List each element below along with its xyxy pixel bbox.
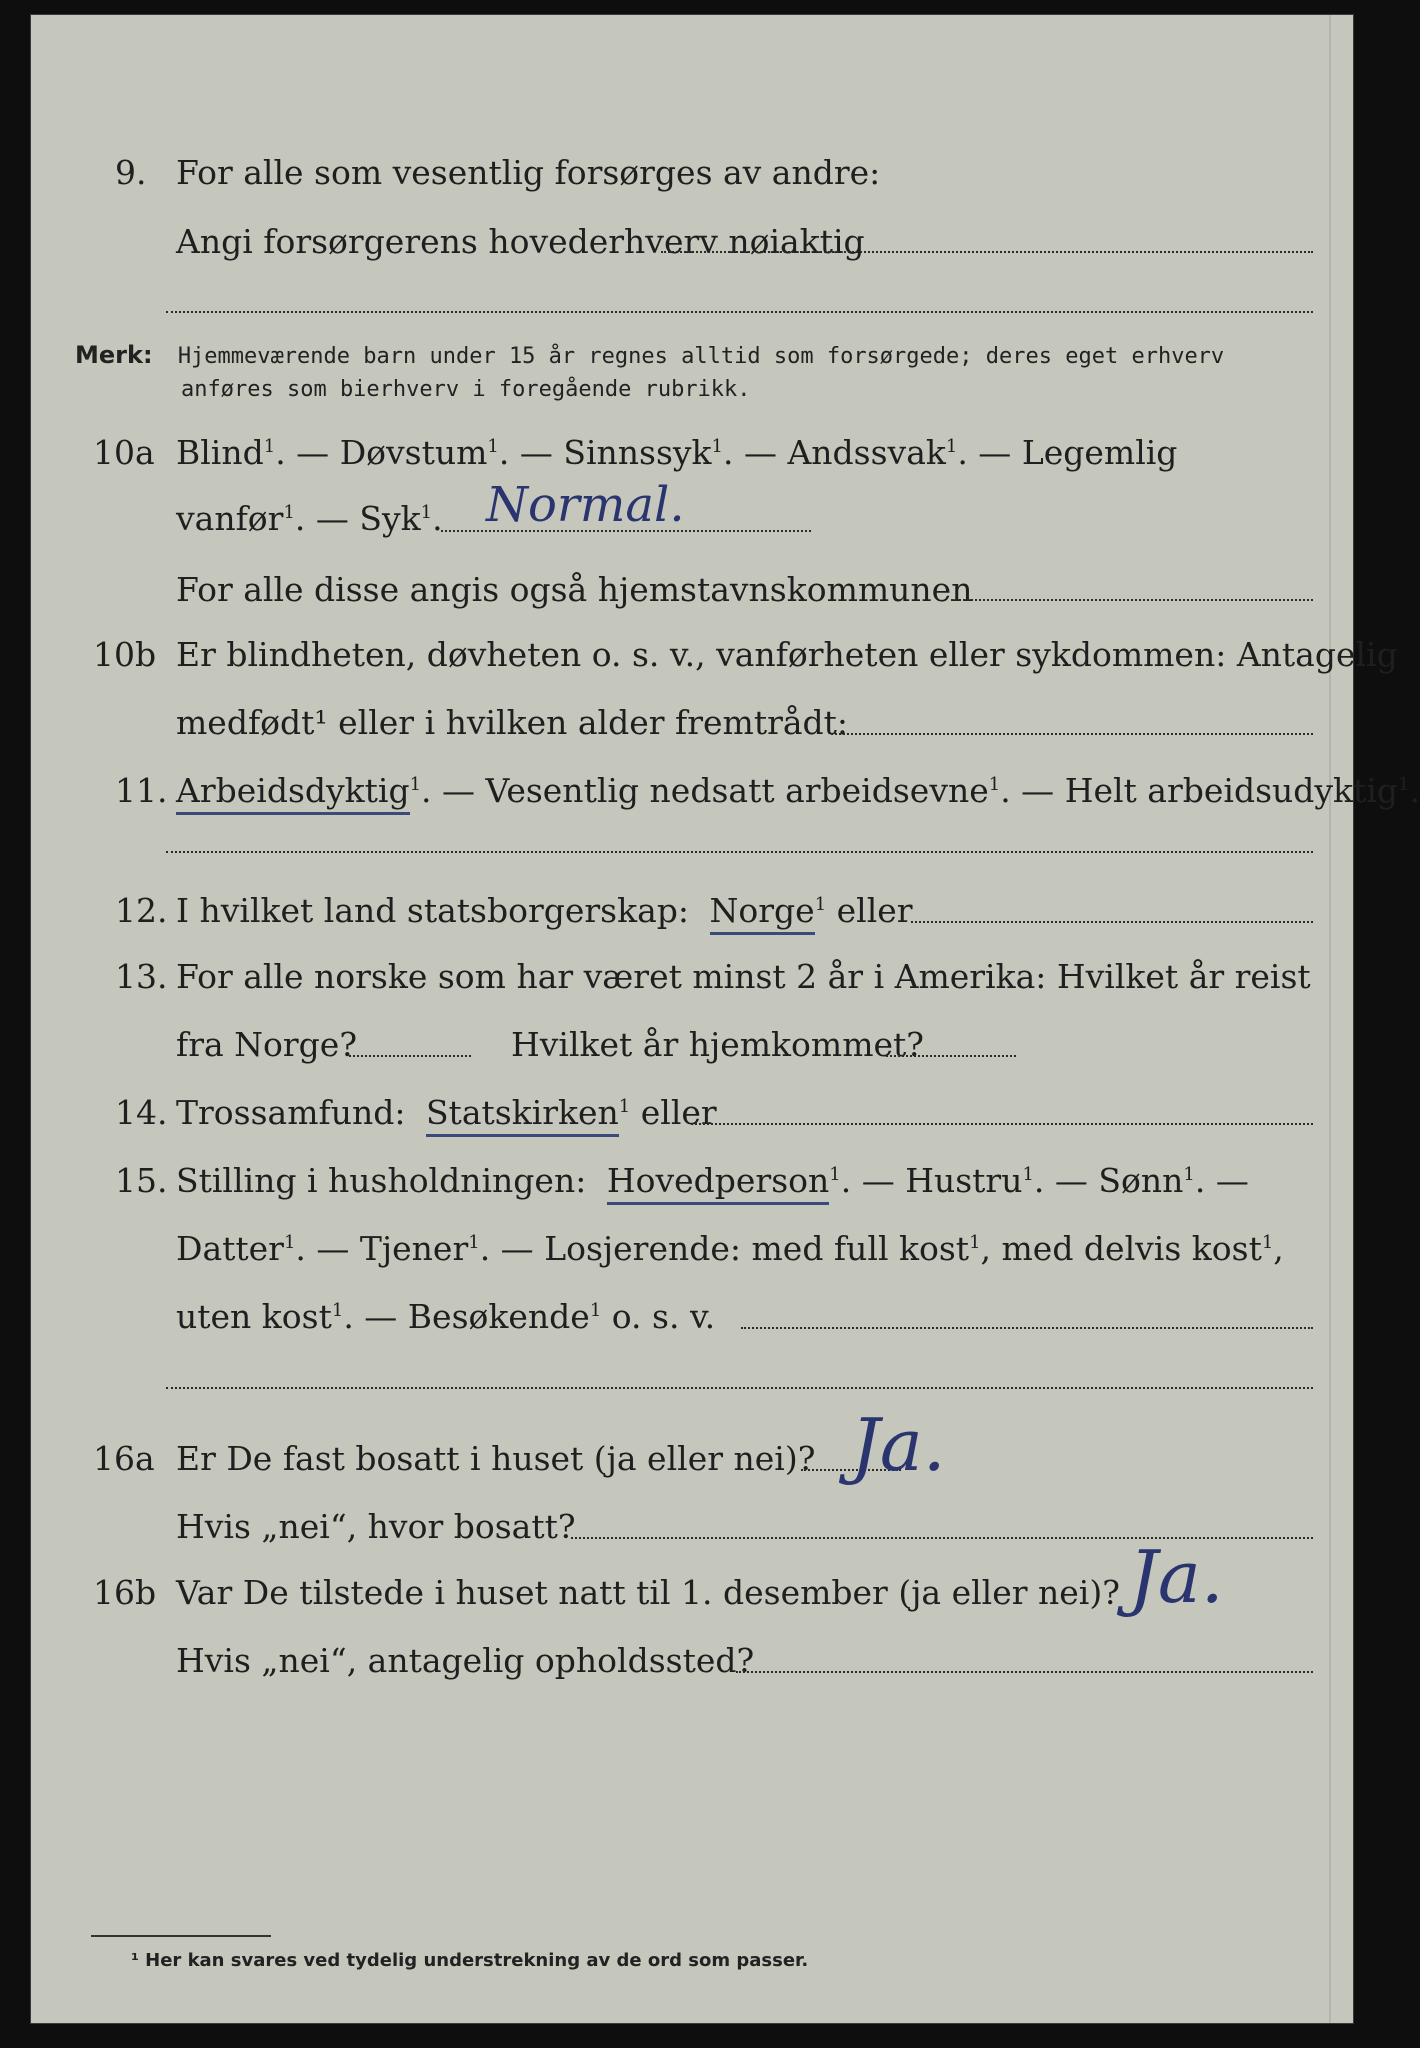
q9-answer-line-2[interactable] (166, 311, 1313, 313)
footnote: ¹ Her kan svares ved tydelig understrekning av de ord som passer. (131, 1950, 809, 1971)
q9-number: 9. (115, 153, 147, 192)
q16b-handwritten-answer: Ja. (1129, 1535, 1224, 1619)
q10b-answer-line[interactable] (831, 733, 1313, 735)
option-delvis-kost[interactable]: med delvis kost (1001, 1229, 1262, 1268)
q12-eller: eller (836, 891, 913, 930)
q10a-handwritten-answer: Normal. (486, 477, 685, 533)
q13-hjemkommet-line[interactable] (886, 1055, 1016, 1057)
q14-number: 14. (115, 1093, 168, 1132)
q16a-line2: Hvis „nei“, hvor bosatt? (176, 1507, 576, 1546)
q13-number: 13. (115, 957, 168, 996)
page-fold (1329, 15, 1331, 2023)
option-blind[interactable]: Blind (176, 433, 264, 472)
census-form-page: 9. For alle som vesentlig forsørges av andre: Angi forsørgerens hovederhverv nøiaktig Merk: Hjemmeværende barn under 15 år regnes alltid som forsørgede; deres eget erhverv anføres som bierhverv i foregående rubrikk. 10a Blind$^1$. — Døvstum$^1$. — Sinnssyk$^1$. — Andssvak$^1$. — Legemlig vanfør$^1$. — Syk$^1$. Normal. For alle disse angis også hjemstavnskommunen 10b Er blindheten, døvheten o. s. v., vanførheten eller sykdommen: Antagelig medfødt¹ eller i hvilken alder fremtrådt: 11. Arbeidsdyktig$^1$. — Vesentlig nedsatt arbeidsevne$^1$. — Helt arbeidsudyktig$^1$. 12. I hvilket land statsborgerskap: Norge$^1$ eller 13. For alle norske som har været minst 2 år i Amerika: Hvilket år reist fra Norge? Hvilket år hjemkommet? 14. Trossamfund: Statskirken$^1$ eller 15. Stilling i husholdningen: Hovedperson$^1$. — Hustru$^1$. — Sønn$^1$. — Datter$^1$. — Tjener$^1$. — Losjerende: med full kost$^1$, med delvis kost$^1$, uten kost$^1$. — Besøkende$^1$ o. s. v. 16a Er De fast bosatt i huset (ja eller nei)? Ja. Hvis „nei“, hvor bosatt? 16b Var De tilstede i huset natt til 1. desember (ja eller nei)? Ja. Hvis „nei“, antagelig opholdssted? ¹ Her kan svares ved tydelig understrekning av de ord som passer. (30, 14, 1354, 2024)
option-hustru[interactable]: Hustru (905, 1161, 1023, 1200)
q11-answer-line[interactable] (166, 851, 1313, 853)
merk-label: Merk: (75, 341, 153, 369)
q9-line2: Angi forsørgerens hovederhverv nøiaktig (176, 222, 865, 261)
q15-answer-line-2[interactable] (166, 1387, 1313, 1389)
merk-line2: anføres som bierhverv i foregående rubrikk. (181, 377, 751, 402)
q13-line1: For alle norske som har været minst 2 år i Amerika: Hvilket år reist (176, 957, 1311, 996)
q16b-number: 16b (93, 1573, 157, 1612)
option-uten-kost[interactable]: uten kost (176, 1297, 332, 1336)
option-andssvak[interactable]: Andssvak (787, 433, 946, 472)
option-arbeidsudyktig[interactable]: Helt arbeidsudyktig (1064, 771, 1398, 810)
q9-answer-line[interactable] (661, 251, 1313, 253)
q16b-line1: Var De tilstede i huset natt til 1. desember (ja eller nei)? (176, 1573, 1120, 1612)
q16a-line1: Er De fast bosatt i huset (ja eller nei)? (176, 1439, 816, 1478)
q10a-kommune-line[interactable] (951, 599, 1313, 601)
q9-line1: For alle som vesentlig forsørges av andre: (176, 153, 881, 192)
q13-reist-line[interactable] (349, 1055, 471, 1057)
option-vanfor[interactable]: vanfør (176, 499, 284, 538)
merk-note-1 (75, 341, 1224, 369)
q16b-line2: Hvis „nei“, antagelig opholdssted? (176, 1641, 755, 1680)
q14-answer-line[interactable] (691, 1123, 1313, 1125)
option-syk[interactable]: Syk (359, 499, 421, 538)
q12-number: 12. (115, 891, 168, 930)
option-sinnssyk[interactable]: Sinnssyk (563, 433, 712, 472)
q15-number: 15. (115, 1161, 168, 1200)
q12-text: I hvilket land statsborgerskap: (176, 891, 690, 930)
q11-number: 11. (115, 771, 168, 810)
option-hovedperson-selected[interactable]: Hovedperson (607, 1161, 829, 1205)
option-datter[interactable]: Datter (176, 1229, 284, 1268)
merk-note-2 (181, 377, 751, 402)
q15-osv: o. s. v. (611, 1297, 716, 1336)
option-besokende[interactable]: Besøkende (407, 1297, 590, 1336)
q10a-number: 10a (93, 433, 155, 472)
q15-text: Stilling i husholdningen: (176, 1161, 587, 1200)
q16a-handwritten-answer: Ja. (851, 1403, 946, 1487)
option-statskirken-selected[interactable]: Statskirken (426, 1093, 619, 1137)
q10b-number: 10b (93, 635, 157, 674)
q16a-number: 16a (93, 1439, 155, 1478)
q13-part1: fra Norge? (176, 1025, 358, 1064)
footnote-rule (91, 1935, 271, 1937)
q14-text: Trossamfund: (176, 1093, 406, 1132)
q12-answer-line[interactable] (911, 921, 1313, 923)
option-legemlig[interactable]: Legemlig (1021, 433, 1178, 472)
option-norge-selected[interactable]: Norge (710, 891, 815, 935)
option-dovstum[interactable]: Døvstum (339, 433, 488, 472)
q14-eller: eller (640, 1093, 717, 1132)
option-full-kost[interactable]: med full kost (751, 1229, 970, 1268)
q13-part2: Hvilket år hjemkommet? (511, 1025, 924, 1064)
q15-losjerende: Losjerende: (544, 1229, 741, 1268)
q15-answer-line[interactable] (741, 1327, 1313, 1329)
q10a-line3: For alle disse angis også hjemstavnskommunen (176, 570, 973, 609)
option-sonn[interactable]: Sønn (1098, 1161, 1184, 1200)
option-nedsatt-arbeidsevne[interactable]: Vesentlig nedsatt arbeidsevne (485, 771, 989, 810)
q16b-opholdssted-line[interactable] (736, 1671, 1313, 1673)
q10b-line1: Er blindheten, døvheten o. s. v., vanførheten eller sykdommen: Antagelig (176, 635, 1398, 674)
merk-line1: Hjemmeværende barn under 15 år regnes alltid som forsørgede; deres eget erhverv (177, 344, 1225, 369)
q10b-line2: medfødt¹ eller i hvilken alder fremtrådt: (176, 703, 849, 742)
option-arbeidsdyktig-selected[interactable]: Arbeidsdyktig (176, 771, 410, 815)
option-tjener[interactable]: Tjener (359, 1229, 469, 1268)
